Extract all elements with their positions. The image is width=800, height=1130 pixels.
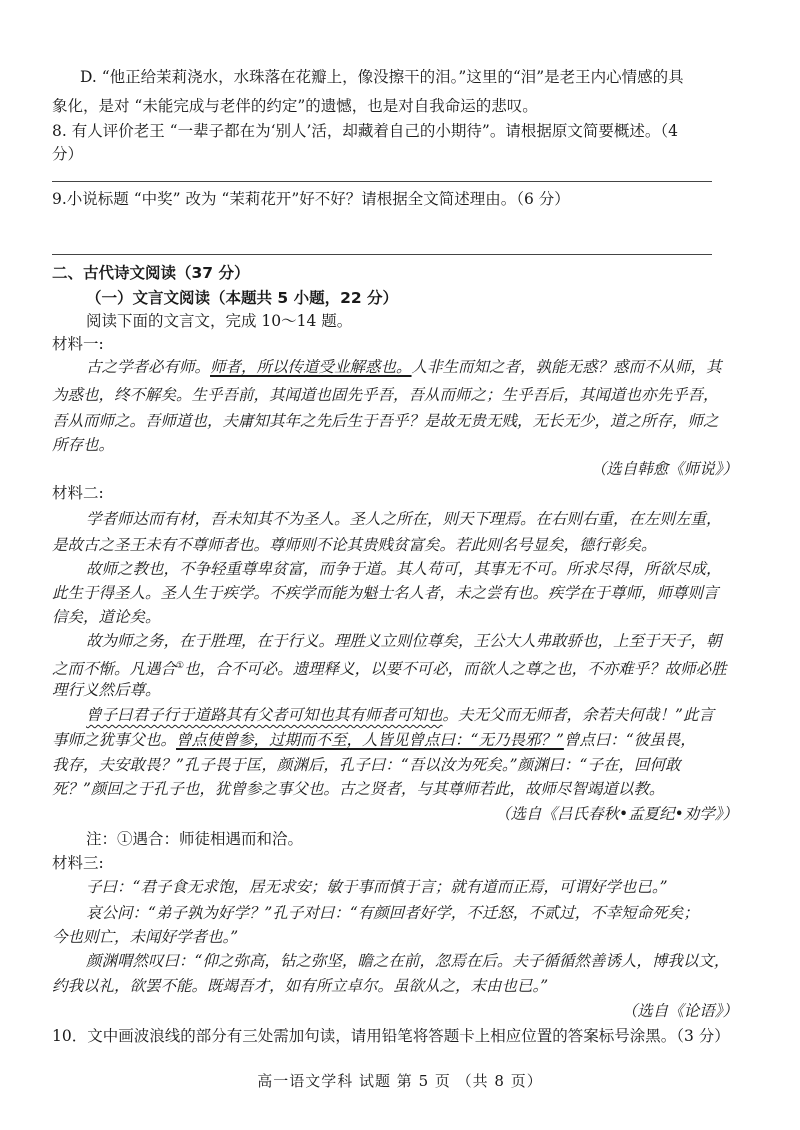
material-2-label: 材料二: bbox=[52, 484, 104, 502]
material-3-source: （选自《论语》） bbox=[621, 1002, 738, 1020]
material-2-line1: 学者师达而有材，吾未知其不为圣人。圣人之所在，则天下理焉。在右则右重，在左则左重， bbox=[86, 510, 722, 528]
material-3-line1: 子曰：“君子食无求饱，居无求安；敏于事而慎于言；就有道而正焉，可谓好学也已。” bbox=[86, 878, 668, 896]
text-segment: 。夫无父而无师者，余若夫何哉！”此言 bbox=[442, 706, 714, 724]
material-1-line3: 吾从而师之。吾师道也，夫庸知其年之先后生于吾乎？是故无贵无贱，无长无少，道之所存，师之 bbox=[52, 412, 719, 430]
reading-instruction: 阅读下面的文言文，完成 10～14 题。 bbox=[86, 312, 353, 330]
material-3-line2: 哀公问：“弟子孰为好学？”孔子对曰：“有颜回者好学，不迁怒，不贰过，不幸短命死矣； bbox=[86, 904, 699, 922]
page-footer: 高一语文学科 试题 第 5 页 （共 8 页） bbox=[257, 1072, 543, 1090]
text-segment: 曾点曰：“彼虽畏， bbox=[563, 731, 696, 749]
question-8-line2: 分） bbox=[52, 145, 84, 163]
material-1-label: 材料一: bbox=[52, 335, 104, 353]
material-3-line5: 约我以礼，欲罢不能。既竭吾才，如有所立卓尔。虽欲从之，末由也已。” bbox=[52, 977, 549, 995]
material-2-line5: 信矣，道论矣。 bbox=[52, 608, 161, 626]
material-2-line9 bbox=[86, 704, 714, 726]
material-2-line3: 故师之教也，不争轻重尊卑贫富，而争于道。其人苟可，其事无不可。所求尽得，所欲尽成， bbox=[86, 560, 722, 578]
material-2-line12: 死？”颜回之于孔子也，犹曾参之事父也。古之贤者，与其尊师若此，故师尽智竭道以教。 bbox=[52, 780, 665, 798]
section-heading: 二、古代诗文阅读（37 分） bbox=[52, 264, 250, 282]
footnote: 注：①遇合：师徒相遇而和洽。 bbox=[86, 830, 304, 848]
material-2-line2: 是故古之圣王未有不尊师者也。尊师则不论其贵贱贫富矣。若此则名号显矣，德行彰矣。 bbox=[52, 536, 657, 554]
wavy-underlined-passage: 曾子曰君子行于道路其有父者可知也其有师者可知也 bbox=[86, 706, 443, 724]
material-1-line4: 所存也。 bbox=[52, 436, 115, 454]
material-3-label: 材料三: bbox=[52, 854, 104, 872]
subsection-heading: （一）文言文阅读（本题共 5 小题，22 分） bbox=[86, 289, 399, 307]
material-2-line4: 此生于得圣人。圣人生于疾学。不疾学而能为魁士名人者，未之尝有也。疾学在于尊师，师尊则言 bbox=[52, 584, 719, 602]
answer-line-q8 bbox=[52, 181, 712, 182]
material-1-line1 bbox=[86, 356, 722, 378]
material-2-line8: 理行义然后尊。 bbox=[52, 681, 161, 699]
material-2-line6: 故为师之务，在于胜理，在于行义。理胜义立则位尊矣，王公大人弗敢骄也，上至于天子，朝 bbox=[86, 632, 722, 650]
option-d-line2: 象化，是对 “未能完成与老伴的约定”的遗憾，也是对自我命运的悲叹。 bbox=[52, 97, 538, 115]
underlined-sentence: 曾点使曾参，过期而不至，人皆见曾点曰：“无乃畏邪？” bbox=[176, 731, 564, 749]
option-d-line1: D. “他正给茉莉浇水，水珠落在花瓣上，像没擦干的泪。”这里的“泪”是老王内心情感的具 bbox=[80, 68, 684, 86]
answer-line-q9 bbox=[52, 254, 712, 255]
material-3-line3: 今也则亡，未闻好学者也。” bbox=[52, 928, 239, 946]
question-10: 10．文中画波浪线的部分有三处需加句读，请用铅笔将答题卡上相应位置的答案标号涂黑。（3 分） bbox=[52, 1027, 730, 1045]
material-2-line11: 我存，夫安敢畏？”孔子畏于匡，颜渊后，孔子曰：“吾以汝为死矣。”颜渊曰：“子在，回何敢 bbox=[52, 756, 681, 774]
underlined-sentence: 师者，所以传道受业解惑也。 bbox=[210, 358, 412, 376]
material-1-line2: 为惑也，终不解矣。生乎吾前，其闻道也固先乎吾，吾从而师之；生乎吾后，其闻道也亦先乎吾， bbox=[52, 386, 719, 404]
question-9: 9.小说标题 “中奖” 改为 “茉莉花开”好不好？请根据全文简述理由。（6 分） bbox=[52, 190, 570, 208]
text-segment: 古之学者必有师。 bbox=[86, 358, 211, 376]
material-2-line10 bbox=[52, 729, 696, 751]
text-segment: 也，合不可必。遗理释义，以要不可必，而欲人之尊之也，不亦难乎？故师必胜 bbox=[184, 660, 727, 679]
material-1-source: （选自韩愈《师说》） bbox=[590, 460, 738, 478]
footnote-marker: ① bbox=[176, 661, 185, 671]
text-segment: 事师之犹事父也。 bbox=[52, 731, 177, 749]
text-segment: 之而不惭。凡遇合 bbox=[52, 660, 177, 679]
text-segment: 人非生而知之者，孰能无惑？惑而不从师，其 bbox=[411, 358, 722, 376]
material-2-line7 bbox=[52, 655, 727, 680]
material-2-source: （选自《吕氏春秋•孟夏纪•劝学》） bbox=[494, 805, 738, 823]
question-8-line1: 8. 有人评价老王 “一辈子都在为‘别人’活，却藏着自己的小期待”。请根据原文简要概述。（4 bbox=[52, 122, 678, 140]
material-3-line4: 颜渊喟然叹曰：“仰之弥高，钻之弥坚，瞻之在前，忽焉在后。夫子循循然善诱人，博我以文， bbox=[86, 952, 730, 970]
